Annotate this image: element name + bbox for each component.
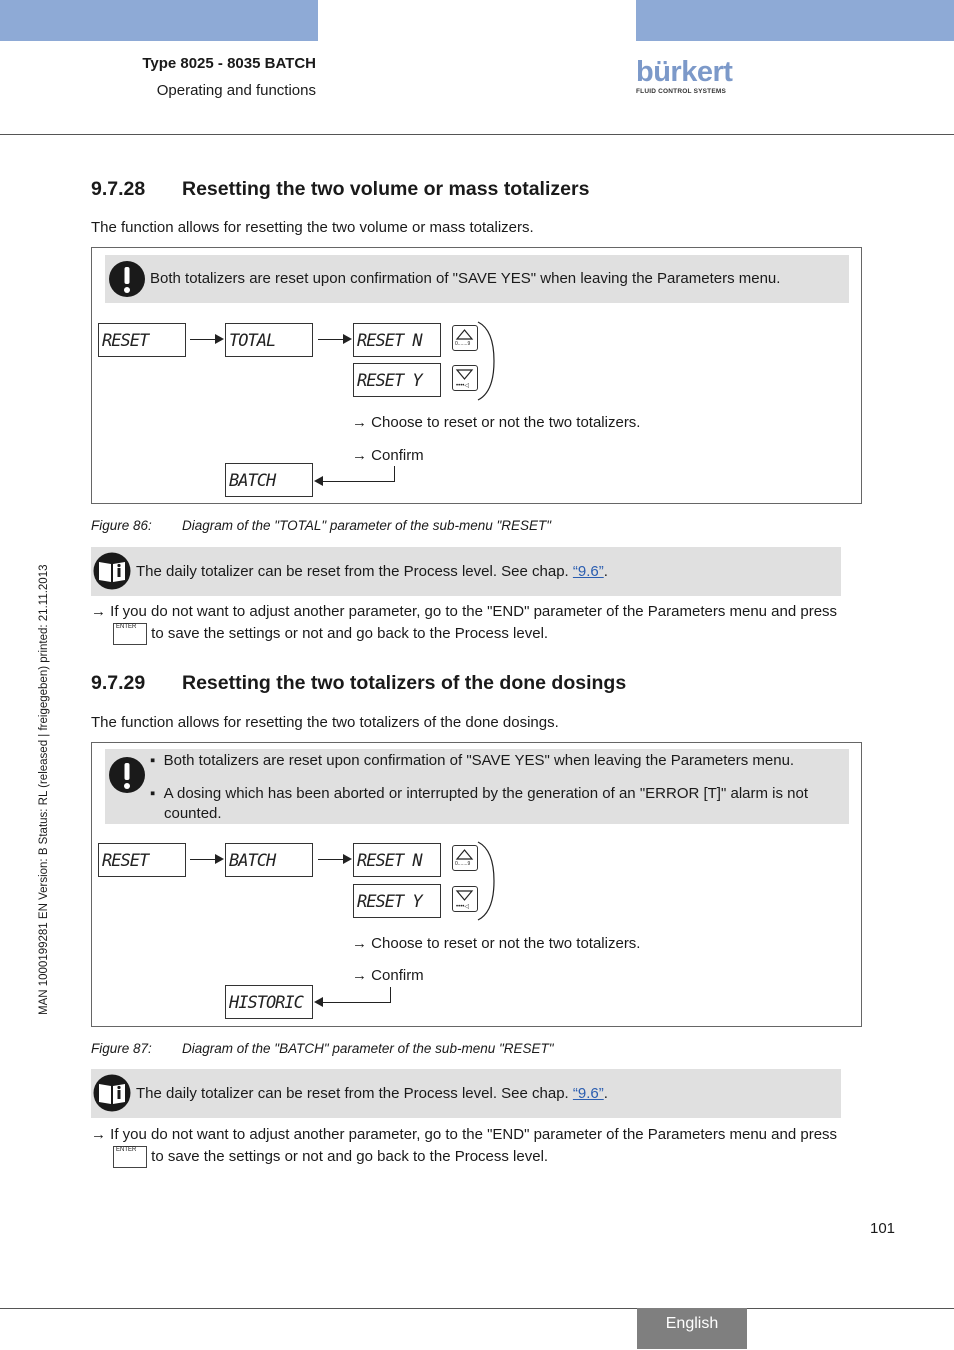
bullet-step-cont xyxy=(113,623,548,645)
language-tab: English xyxy=(637,1308,747,1349)
step-choose-text: Choose to reset or not the two totalizers. xyxy=(371,935,641,952)
bullet-step-cont xyxy=(113,1146,548,1168)
info-text-end: . xyxy=(603,1085,608,1102)
warning-note xyxy=(105,255,849,303)
flow-arrow-line xyxy=(190,859,218,860)
lcd-reset: RESET xyxy=(98,843,186,877)
footer-divider xyxy=(0,1308,954,1309)
warning-icon xyxy=(107,755,147,795)
bullet-line-1: If you do not want to adjust another parameter, go to the "END" parameter of the Parameters menu and press xyxy=(110,1126,838,1143)
warning-note xyxy=(105,749,849,824)
section-intro: The function allows for resetting the two volume or mass totalizers. xyxy=(91,219,534,236)
lcd-reset-y: RESET Y xyxy=(353,363,441,397)
step-confirm: → Confirm xyxy=(352,447,424,464)
bullet-line-1: If you do not want to adjust another parameter, go to the "END" parameter of the Parameters menu and press xyxy=(110,603,838,620)
return-arrowhead xyxy=(314,476,323,486)
enter-key-label: ENTER xyxy=(116,624,137,630)
warning-bullet-2-cont: counted. xyxy=(164,805,222,822)
flow-arrowhead xyxy=(343,854,352,864)
step-confirm-text: Confirm xyxy=(371,447,424,464)
figure-caption-text: Diagram of the "BATCH" parameter of the sub-menu "RESET" xyxy=(182,1041,554,1056)
burkert-logo xyxy=(636,56,732,95)
warning-icon xyxy=(107,259,147,299)
doc-title: Type 8025 - 8035 BATCH xyxy=(142,55,316,72)
info-text xyxy=(136,563,608,580)
step-choose: → Choose to reset or not the two totalizers. xyxy=(352,414,641,431)
lcd-reset-y: RESET Y xyxy=(353,884,441,918)
flow-arrow-line xyxy=(318,859,346,860)
logo-wordmark: bürkert xyxy=(636,56,733,88)
return-arrow-line xyxy=(320,1002,391,1003)
figure-caption-text: Diagram of the "TOTAL" parameter of the sub-menu "RESET" xyxy=(182,518,552,533)
section-title: Resetting the two volume or mass totalizers xyxy=(182,178,590,200)
section-heading-9-7-28 xyxy=(91,178,589,201)
info-note xyxy=(91,547,841,596)
section-intro: The function allows for resetting the two totalizers of the done dosings. xyxy=(91,714,559,731)
flow-arrow-line xyxy=(190,339,218,340)
warning-bullet-text: A dosing which has been aborted or interrupted by the generation of an "ERROR [T]" alarm is not xyxy=(163,785,808,802)
section-heading-9-7-29 xyxy=(91,672,626,695)
bullet-line-2: to save the settings or not and go back to the Process level. xyxy=(151,1147,549,1165)
header-divider xyxy=(0,134,954,135)
warning-bullet-2: ▪ A dosing which has been aborted or interrupted by the generation of an "ERROR [T]" alarm is not xyxy=(150,785,808,802)
key-bracket-icon xyxy=(476,320,498,402)
key-bracket-icon xyxy=(476,840,498,922)
info-text-end: . xyxy=(603,563,608,580)
figure-caption-86 xyxy=(91,518,551,533)
lcd-total: TOTAL xyxy=(225,323,313,357)
step-choose: → Choose to reset or not the two totalizers. xyxy=(352,935,641,952)
section-title: Resetting the two totalizers of the done dosings xyxy=(182,672,627,694)
info-text-main: The daily totalizer can be reset from the Process level. See chap. xyxy=(136,563,573,580)
manual-info-icon xyxy=(92,1073,132,1113)
lcd-reset-n: RESET N xyxy=(353,323,441,357)
side-document-info: MAN 1000199281 EN Version: B Status: RL (released | freigegeben) printed: 21.11.2013 xyxy=(38,564,50,1015)
chapter-link[interactable]: “9.6” xyxy=(572,563,604,580)
bullet-step: → If you do not want to adjust another parameter, go to the "END" parameter of the Parameters menu and press xyxy=(91,603,838,620)
up-key-label: 0.......9 xyxy=(455,341,471,347)
triangle-down-icon xyxy=(453,887,476,910)
lcd-batch: BATCH xyxy=(225,843,313,877)
triangle-down-icon xyxy=(453,366,476,389)
section-number: 9.7.29 xyxy=(91,672,146,694)
lcd-historic: HISTORIC xyxy=(225,985,313,1019)
warning-bullet-1: ▪ Both totalizers are reset upon confirmation of "SAVE YES" when leaving the Parameters menu. xyxy=(150,752,795,769)
info-text xyxy=(136,1085,608,1102)
figure-label: Figure 87: xyxy=(91,1041,152,1056)
enter-key-label: ENTER xyxy=(116,1147,137,1153)
up-key-label: 0.......9 xyxy=(455,861,471,867)
step-confirm: → Confirm xyxy=(352,967,424,984)
section-number: 9.7.28 xyxy=(91,178,146,200)
down-key xyxy=(452,886,478,912)
step-choose-text: Choose to reset or not the two totalizers. xyxy=(371,414,641,431)
return-line xyxy=(390,987,391,1003)
down-key xyxy=(452,365,478,391)
manual-info-icon xyxy=(92,551,132,591)
flow-arrowhead xyxy=(215,334,224,344)
step-confirm-text: Confirm xyxy=(371,967,424,984)
page-number: 101 xyxy=(870,1220,896,1237)
return-arrowhead xyxy=(314,997,323,1007)
lcd-reset: RESET xyxy=(98,323,186,357)
logo-tagline: FLUID CONTROL SYSTEMS xyxy=(636,88,727,95)
flow-arrow-line xyxy=(318,339,346,340)
flow-arrowhead xyxy=(343,334,352,344)
info-note xyxy=(91,1069,841,1118)
header-bar-right xyxy=(636,0,954,41)
bullet-step: → If you do not want to adjust another parameter, go to the "END" parameter of the Parameters menu and press xyxy=(91,1126,838,1143)
enter-key-icon xyxy=(113,623,147,645)
svg-text:••••◁: ••••◁ xyxy=(456,904,470,910)
doc-subtitle: Operating and functions xyxy=(156,82,316,99)
return-arrow-line xyxy=(320,481,395,482)
up-key xyxy=(452,845,478,871)
chapter-link[interactable]: “9.6” xyxy=(572,1085,604,1102)
warning-text: Both totalizers are reset upon confirmation of "SAVE YES" when leaving the Parameters menu. xyxy=(150,270,781,287)
lcd-reset-n: RESET N xyxy=(353,843,441,877)
warning-bullet-text: Both totalizers are reset upon confirmation of "SAVE YES" when leaving the Parameters menu. xyxy=(163,752,795,769)
bullet-line-2: to save the settings or not and go back to the Process level. xyxy=(151,624,549,642)
svg-text:••••◁: ••••◁ xyxy=(456,383,470,389)
up-key xyxy=(452,325,478,351)
info-text-main: The daily totalizer can be reset from the Process level. See chap. xyxy=(136,1085,573,1102)
enter-key-icon xyxy=(113,1146,147,1168)
lcd-batch: BATCH xyxy=(225,463,313,497)
flow-arrowhead xyxy=(215,854,224,864)
header-bar-left xyxy=(0,0,318,41)
figure-label: Figure 86: xyxy=(91,518,152,533)
return-line xyxy=(394,466,395,482)
figure-caption-87 xyxy=(91,1041,554,1056)
